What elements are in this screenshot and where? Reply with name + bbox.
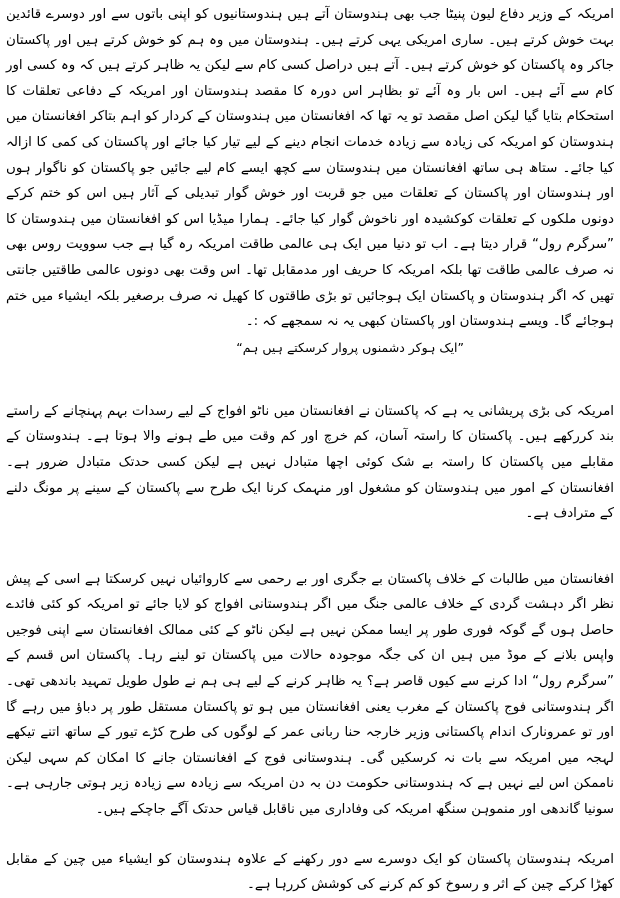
paragraph-3: افغانستان میں طالبات کے خلاف پاکستان بے جگری اور بے رحمی سے کاروائیاں نہیں کرسکتا ہے اسی کے پیش نظر اگر دہشت گردی کے خلاف عالمی جنگ میں اگر ہندوستانی افواج کو لایا جائے تو امریکہ کو کئی فائدے حاصل ہوں گے گوکہ فوری طور پر ایسا ممکن نہیں ہے لیکن ناٹو کے کئی ممالک افغانستان سے اپنی فوجیں واپس بلانے کے موڈ میں ہیں ان کی جگہ موجودہ حالات میں پاکستان تو لینے رہا۔ پاکستان اس قسم کے ”سرگرم رول“ ادا کرنے سے کیوں قاصر ہے؟ یہ ظاہر کرنے کے لیے ہی ہم نے طول طویل تمہید باندھی تھی۔ اگر ہندوستانی فوج پاکستان کے مغرب یعنی افغانستان میں ہو تو پاکستان مستقل طور پر دباؤ میں رہے گا اور تو عمرونارک اندام پاکستانی وزیر خارجہ حنا ربانی عمر کے لوگوں کی طرح کڑے تیور کے ساتھ اتنے تیکھے لہجہ میں امریکہ سے بات نہ کرسکیں گی۔ ہندوستانی فوج کے افغانستان جانے کا امکان کم سہی لیکن ناممکن اس لیے نہیں ہے کہ ہندوستانی حکومت دن بہ دن امریکہ سے زیادہ سے زیادہ زیر ہوتی جارہی ہے۔ سونیا گاندھی اور منموہن سنگھ امریکہ کی وفاداری میں ناقابل قیاس حدتک آگے جاچکے ہیں۔ [6, 571, 614, 818]
quoted-verse: ”ایک ہوکر دشمنوں پروار کرسکتے ہیں ہم“ [236, 339, 464, 355]
paragraph-spacer [6, 823, 614, 847]
paragraph-2: امریکہ کی بڑی پریشانی یہ ہے کہ پاکستان نے افغانستان میں ناٹو افواج کے لیے رسدات بہم پہنچانے کے راستے بند کررکھے ہیں۔ پاکستان کا راستہ آسان، کم خرچ اور کم وقت میں طے ہونے والا ہوتا ہے۔ ہندوستان کے مقابلے میں پاکستان کا راستہ بے شک کوئی اچھا متبادل نہیں ہے لیکن کسی حدتک متبادل ضرور ہے۔ افغانستان کے امور میں ہندوستان کو مشغول اور منہمک کرنا ایک طرح سے پاکستان کے سینے پر مونگ دلنے کے مترادف ہے۔ [6, 403, 614, 522]
paragraph-4: امریکہ ہندوستان پاکستان کو ایک دوسرے سے دور رکھنے کے علاوہ ہندوستان کو ایشیاء میں چین کے مقابل کھڑا کرکے چین کے اثر و رسوخ کو کم کرنے کی کوشش کررہا ہے۔ [6, 851, 614, 893]
paragraph-spacer [6, 361, 614, 399]
paragraph-spacer [6, 527, 614, 567]
paragraph-1: امریکہ کے وزیر دفاع لیون پنیٹا جب بھی ہندوستان آتے ہیں ہندوستانیوں کو اپنی باتوں سے اور دوسرے قائدین بہت خوش کرتے ہیں۔ ساری امریکی یہی کرتے ہیں۔ ہندوستان میں وہ ہم کو خوش کرتے ہیں اور پاکستان جاکر وہ پاکستان کو خوش کرتے ہیں۔ آتے ہیں دراصل کسی کام سے لیکن یہ ظاہر کرتے ہیں کہ وہ کسی اور کام سے آئے ہیں۔ اس بار وہ آئے تو بظاہر اس دورہ کا مقصد ہندوستان اور امریکہ کے دفاعی تعلقات کا استحکام بتایا گیا لیکن اصل مقصد تو یہ تھا کہ افغانستان میں ہندوستان کے کردار کو اہم بتاکر افغانستان میں ہندوستان کو امریکہ کی زیادہ سے زیادہ خدمات انجام دینے کے لیے تیار کیا جائے اور پاکستان کی کمی کا ازالہ کیا جائے۔ ستاھ ہی ساتھ افغانستان میں ہندوستان سے کچھ ایسے کام لیے جائیں جو پاکستان کو ناگوار ہوں اور ہندوستان اور پاکستان کے تعلقات میں جو قربت اور خوش گوار تبدیلی کے آثار ہیں اس کو ختم کرکے دونوں ملکوں کے تعلقات کوکشیدہ اور ناخوش گوار کیا جائے۔ ہمارا میڈیا اس کو افغانستان میں ہندوستان کا ”سرگرم رول“ قرار دیتا ہے۔ اب تو دنیا میں ایک ہی عالمی طاقت امریکہ رہ گیا ہے جب سوویت روس بھی نہ صرف عالمی طاقت تھا بلکہ امریکہ کا حریف اور مدمقابل تھا۔ اس وقت بھی دونوں عالمی طاقتیں جانتی تھیں کہ اگر ہندوستان و پاکستان ایک ہوجائیں تو بڑی طاقتوں کا کھیل نہ صرف برصغیر بلکہ ایشیاء میں ختم ہوجائے گا۔ ویسے ہندوستان اور پاکستان کبھی یہ نہ سمجھے کہ :۔ [6, 7, 614, 330]
